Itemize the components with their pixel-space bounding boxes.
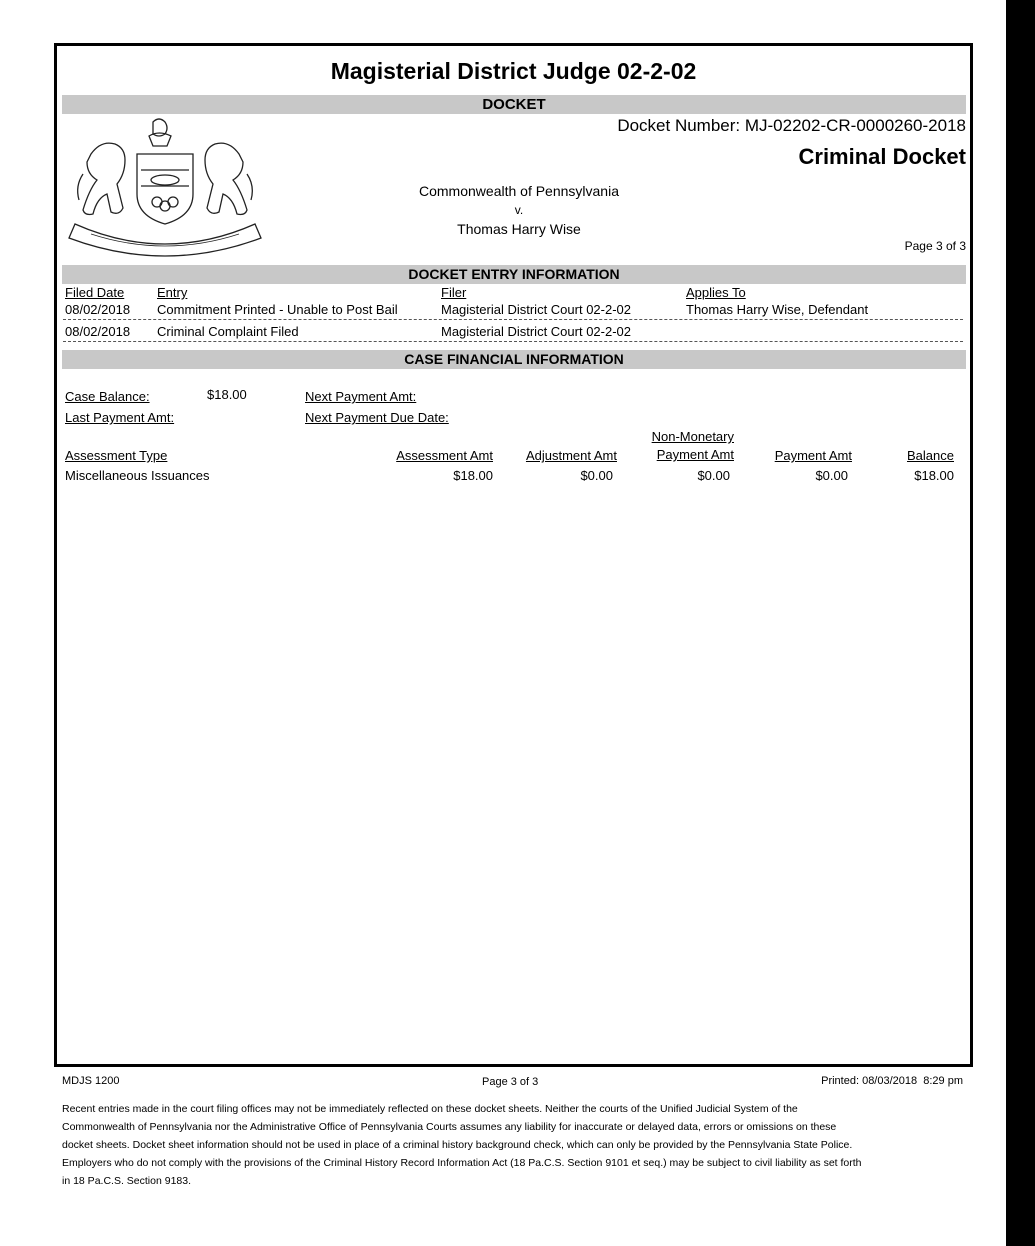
col-entry: Entry — [157, 285, 188, 300]
col-assessment-amt: Assessment Amt — [396, 448, 493, 463]
case-balance-label: Case Balance: — [65, 389, 150, 404]
col-filed-date: Filed Date — [65, 285, 125, 300]
entry-text: Commitment Printed - Unable to Post Bail — [157, 302, 398, 317]
entry-filer: Magisterial District Court 02-2-02 — [441, 302, 632, 317]
form-number: MDJS 1200 — [62, 1075, 120, 1087]
entry-date: 08/02/2018 — [65, 324, 131, 339]
next-payment-label: Next Payment Amt: — [305, 389, 417, 404]
col-balance: Balance — [907, 448, 954, 463]
docket-entry-bar: DOCKET ENTRY INFORMATION — [62, 265, 966, 284]
col-nonmonetary-top: Non-Monetary — [651, 429, 734, 444]
docket-page — [54, 43, 973, 1067]
col-adjustment-amt: Adjustment Amt — [525, 448, 617, 463]
entry-text: Criminal Complaint Filed — [157, 324, 299, 339]
case-financial-bar: CASE FINANCIAL INFORMATION — [62, 350, 966, 369]
col-nonmonetary-bottom: Payment Amt — [656, 447, 734, 462]
nonmonetary-amt: $0.00 — [697, 468, 730, 483]
right-edge-bar — [1006, 0, 1035, 1246]
plaintiff-name: Commonwealth of Pennsylvania — [419, 183, 619, 199]
last-payment-label: Last Payment Amt: — [65, 410, 175, 425]
col-filer: Filer — [441, 285, 467, 300]
row-divider — [63, 341, 963, 342]
col-applies-to: Applies To — [686, 285, 746, 300]
entry-applies-to: Thomas Harry Wise, Defendant — [686, 302, 869, 317]
footer-page: Page 3 of 3 — [482, 1076, 539, 1088]
next-due-date-label: Next Payment Due Date: — [305, 410, 449, 425]
defendant-name: Thomas Harry Wise — [457, 221, 581, 237]
docket-number: Docket Number: MJ-02202-CR-0000260-2018 — [617, 116, 966, 135]
docket-bar: DOCKET — [62, 95, 966, 114]
payment-amt: $0.00 — [815, 468, 848, 483]
pennsylvania-seal-icon — [61, 114, 269, 260]
versus: v. — [514, 203, 524, 217]
col-payment-amt: Payment Amt — [774, 448, 852, 463]
col-assessment-type: Assessment Type — [65, 448, 168, 463]
page-title: Magisterial District Judge 02-2-02 — [330, 58, 697, 84]
disclaimer-text: Recent entries made in the court filing offices may not be immediately reflected on these docket sheets. Neither the courts of the Unified Judicial System of the Commonwealth of Pennsylvania nor the Administrative Office of Pennsylvania Courts assumes any liability for inaccurate or delayed data, errors or omissions on these docket sheets. Docket sheet information should not be used in place of a criminal history background check, which can only be provided by the Pennsylvania State Police. Employers who do not comply with the provisions of the Criminal History Record Information Act (18 Pa.C.S. Section 9101 et seq.) may be subject to civil liability as set forth in 18 Pa.C.S. Section 9183. — [62, 1103, 862, 1187]
case-balance-value: $18.00 — [207, 387, 247, 402]
printed-timestamp: Printed: 08/03/2018 8:29 pm — [821, 1075, 963, 1087]
assessment-amt: $18.00 — [453, 468, 493, 483]
row-divider — [63, 319, 963, 320]
balance-amt: $18.00 — [914, 468, 954, 483]
adjustment-amt: $0.00 — [580, 468, 613, 483]
entry-filer: Magisterial District Court 02-2-02 — [441, 324, 632, 339]
assessment-type: Miscellaneous Issuances — [65, 468, 210, 483]
docket-type: Criminal Docket — [798, 144, 966, 169]
page-indicator: Page 3 of 3 — [904, 239, 966, 253]
entry-date: 08/02/2018 — [65, 302, 131, 317]
